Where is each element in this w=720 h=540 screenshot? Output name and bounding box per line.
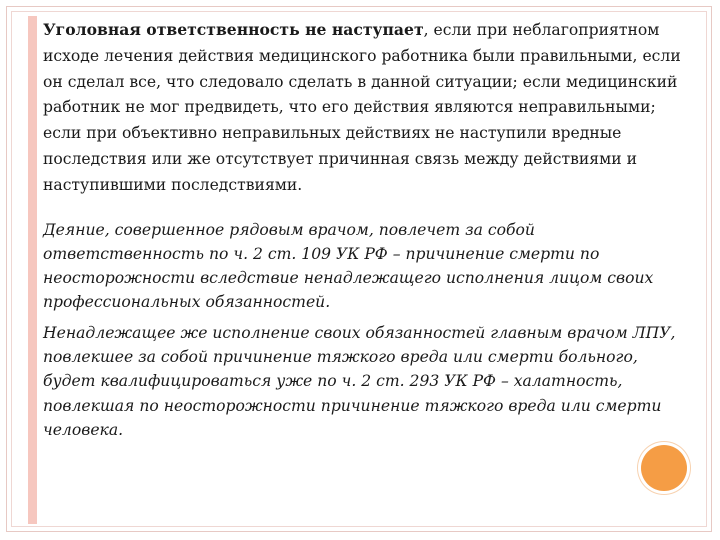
paragraph-liability-text: , если при неблагоприятном исходе лечения действия медицинского работника были правильными, если он сделал все, что следовало сделать в данной ситуации; если медицинский работник не мог предвидеть, что его действия являются неправильными; если при объективно неправильных действиях не наступили вредные последствия или же отсутствует причинная связь между действиями и наступившими последствиями. <box>43 21 681 194</box>
paragraph-ordinary-doctor: Деяние, совершенное рядовым врачом, повлечет за собой ответственность по ч. 2 ст. 109 УК РФ – причинение смерти по неосторожности вследствие ненадлежащего исполнения лицом своих профессиональных обязанностей. <box>43 220 654 312</box>
slide-content <box>43 17 685 442</box>
paragraph-chief-doctor: Ненадлежащее же исполнение своих обязанностей главным врачом ЛПУ, повлекшее за собой причинение тяжкого вреда или смерти больного, будет квалифицироваться уже по ч. 2 ст. 293 УК РФ – халатность, повлекшая по неосторожности причинение тяжкого вреда или смерти человека. <box>43 323 676 439</box>
paragraph-liability <box>43 17 685 199</box>
paragraph-liability-heading: Уголовная ответственность не наступает <box>43 20 424 39</box>
decorative-circle <box>641 445 687 491</box>
left-accent-bar <box>28 16 37 524</box>
